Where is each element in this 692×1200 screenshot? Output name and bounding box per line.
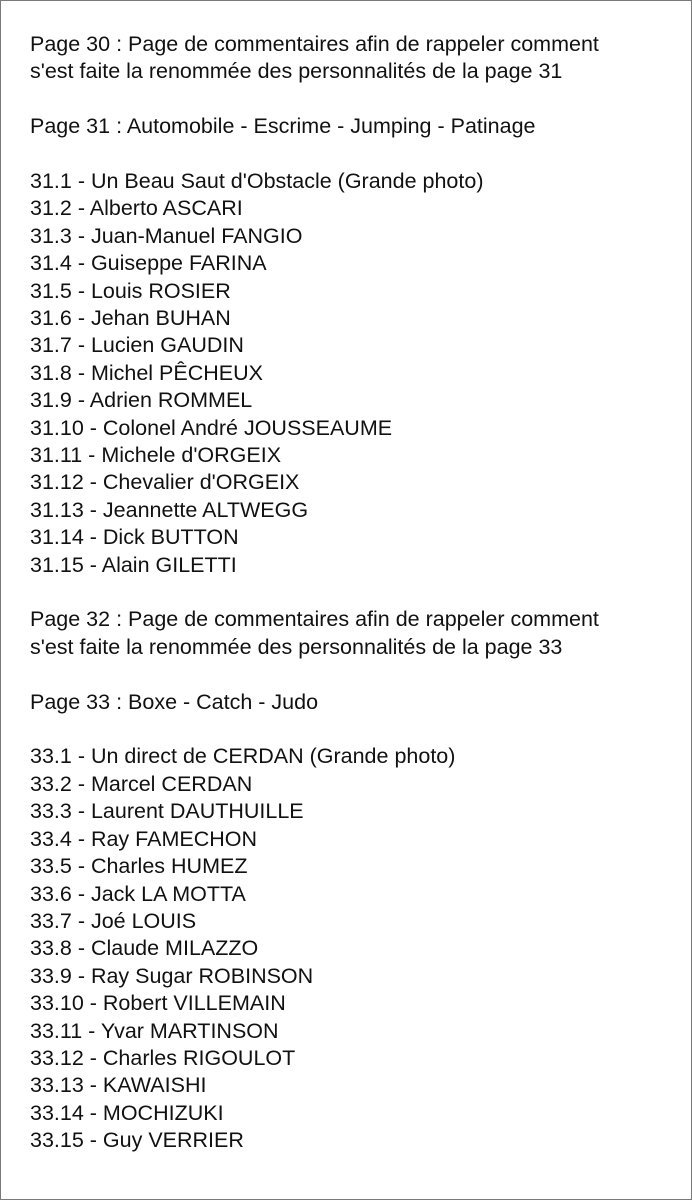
list-item: 31.9 - Adrien ROMMEL bbox=[30, 388, 253, 413]
list-item: 31.3 - Juan-Manuel FANGIO bbox=[30, 223, 303, 248]
list-item: 31.5 - Louis ROSIER bbox=[30, 278, 231, 303]
list-item: 33.10 - Robert VILLEMAIN bbox=[30, 991, 286, 1016]
page-33-list bbox=[30, 743, 671, 1154]
list-item: 33.12 - Charles RIGOULOT bbox=[30, 1045, 296, 1070]
list-item: 31.1 - Un Beau Saut d'Obstacle (Grande photo) bbox=[30, 169, 484, 193]
list-item: 33.14 - MOCHIZUKI bbox=[30, 1100, 224, 1125]
list-item: 33.9 - Ray Sugar ROBINSON bbox=[30, 963, 314, 988]
spacer bbox=[30, 716, 671, 743]
list-item: 31.7 - Lucien GAUDIN bbox=[30, 333, 244, 358]
list-item: 31.2 - Alberto ASCARI bbox=[30, 196, 243, 221]
page-33-heading: Page 33 : Boxe - Catch - Judo bbox=[30, 689, 319, 714]
page-30-note-line-2: s'est faite la renommée des personnalités de la page 31 bbox=[30, 59, 563, 84]
page-31-heading: Page 31 : Automobile - Escrime - Jumping - Patinage bbox=[30, 114, 536, 139]
list-item: 33.11 - Yvar MARTINSON bbox=[30, 1018, 279, 1043]
list-item: 31.12 - Chevalier d'ORGEIX bbox=[30, 470, 300, 495]
list-item: 31.4 - Guiseppe FARINA bbox=[30, 251, 267, 276]
page-31-list bbox=[30, 168, 671, 579]
spacer bbox=[30, 661, 671, 688]
list-item: 31.14 - Dick BUTTON bbox=[30, 525, 239, 550]
spacer bbox=[30, 579, 671, 606]
list-item: 33.5 - Charles HUMEZ bbox=[30, 854, 248, 879]
list-item: 31.11 - Michele d'ORGEIX bbox=[30, 443, 282, 468]
list-item: 33.8 - Claude MILAZZO bbox=[30, 936, 259, 961]
list-item: 31.15 - Alain GILETTI bbox=[30, 552, 237, 577]
page-32-note-line-1: Page 32 : Page de commentaires afin de rappeler comment bbox=[30, 607, 599, 632]
list-item: 33.4 - Ray FAMECHON bbox=[30, 826, 257, 851]
list-item: 33.3 - Laurent DAUTHUILLE bbox=[30, 799, 304, 824]
list-item: 31.6 - Jehan BUHAN bbox=[30, 306, 231, 331]
spacer bbox=[30, 141, 671, 168]
list-item: 33.1 - Un direct de CERDAN (Grande photo) bbox=[30, 744, 456, 769]
page-32-note bbox=[30, 606, 671, 661]
list-item: 31.8 - Michel PÊCHEUX bbox=[30, 360, 263, 385]
list-item: 31.10 - Colonel André JOUSSEAUME bbox=[30, 415, 393, 440]
list-item: 33.15 - Guy VERRIER bbox=[30, 1128, 244, 1153]
page-32-note-line-2: s'est faite la renommée des personnalités de la page 33 bbox=[30, 634, 563, 659]
page-30-note-line-1: Page 30 : Page de commentaires afin de rappeler comment bbox=[30, 32, 599, 56]
spacer bbox=[30, 86, 671, 113]
list-item: 33.2 - Marcel CERDAN bbox=[30, 771, 253, 796]
list-item: 33.7 - Joé LOUIS bbox=[30, 908, 197, 933]
list-item: 33.13 - KAWAISHI bbox=[30, 1073, 207, 1098]
list-item: 33.6 - Jack LA MOTTA bbox=[30, 881, 246, 906]
page-30-note bbox=[30, 31, 671, 86]
list-item: 31.13 - Jeannette ALTWEGG bbox=[30, 497, 309, 522]
